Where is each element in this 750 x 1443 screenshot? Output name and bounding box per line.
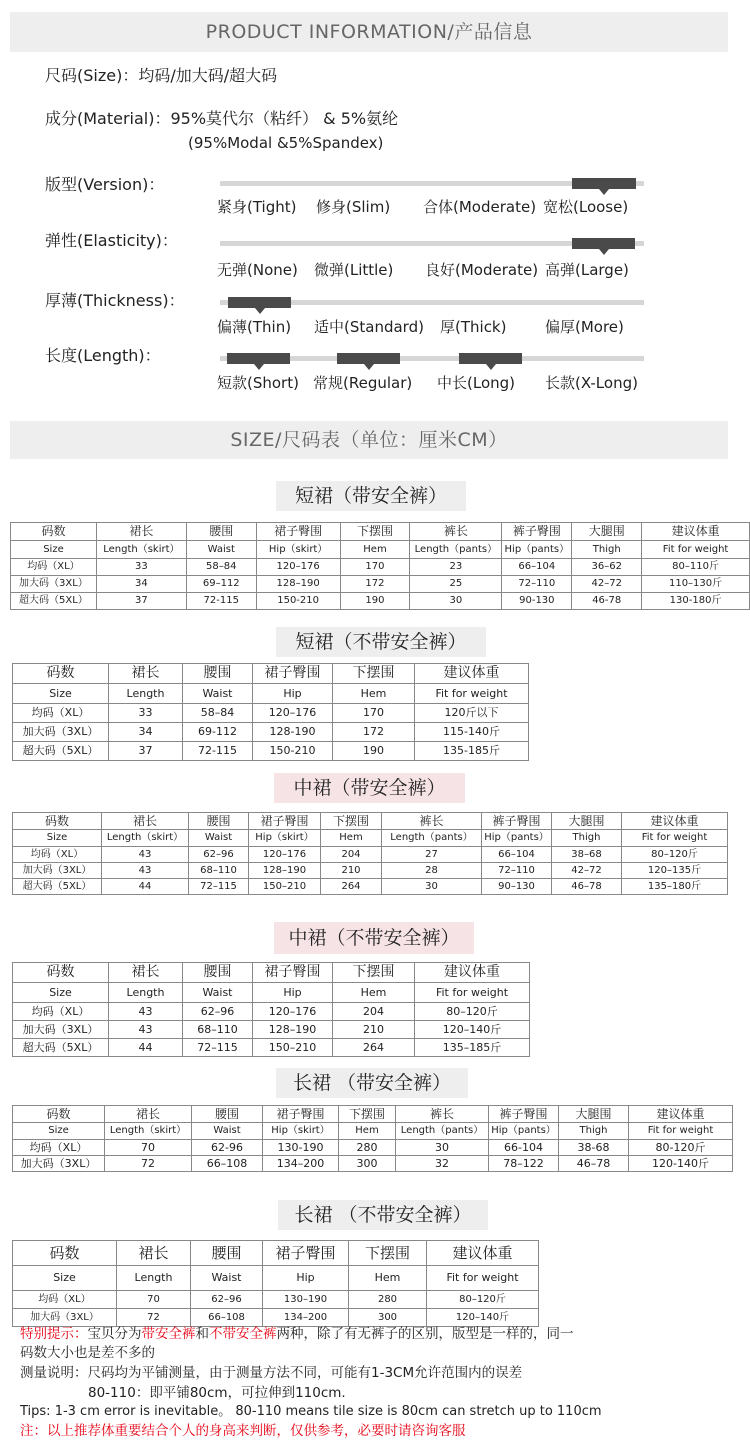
size-table — [12, 1240, 539, 1327]
scale-selected-marker — [572, 178, 636, 189]
table-cell: 超大码（5XL） — [11, 593, 97, 610]
table-cell: 280 — [349, 1291, 427, 1309]
size-info: 尺码(Size)：均码/加大码/超大码 — [45, 66, 278, 85]
table-header-row — [13, 983, 530, 1003]
table-cell: 172 — [340, 576, 410, 593]
table-cell: 码数 — [11, 523, 97, 541]
table-cell: Hip（skirt） — [249, 830, 321, 847]
table-cell: Hip — [253, 684, 333, 704]
special-tip-line2: 码数大小也是差不多的 — [20, 1345, 155, 1361]
table-cell: 33 — [96, 559, 186, 576]
table-header-row — [13, 1266, 539, 1291]
table-cell: 120–140斤 — [427, 1309, 539, 1327]
table-cell: 170 — [333, 704, 415, 723]
table-cell: 均码（XL） — [13, 1003, 109, 1021]
table-cell: 68–110 — [183, 1021, 253, 1039]
table-header-row — [11, 541, 750, 559]
scale-option: 常规(Regular) — [313, 374, 413, 392]
table-cell: Length — [117, 1266, 191, 1291]
special-tip-text-1: 宝贝分为 — [87, 1326, 142, 1342]
table-cell: 43 — [102, 863, 189, 879]
table-row — [13, 863, 728, 879]
table-cell: Waist — [186, 541, 256, 559]
table-cell: 62–96 — [191, 1291, 263, 1309]
table-cell: 超大码（5XL） — [13, 879, 102, 895]
table-cell: 72–115 — [189, 879, 249, 895]
table-row — [13, 1021, 530, 1039]
size-table-title: 中裙（不带安全裤） — [274, 922, 474, 954]
table-cell: Length — [109, 983, 183, 1003]
table-row — [13, 879, 728, 895]
table-cell: 超大码（5XL） — [13, 1039, 109, 1057]
scale-option: 紧身(Tight) — [217, 198, 297, 216]
table-cell: 43 — [109, 1021, 183, 1039]
table-cell: 134–200 — [263, 1156, 339, 1172]
table-cell: 130–190 — [263, 1291, 349, 1309]
table-cell: 码数 — [13, 664, 109, 684]
table-cell: 23 — [410, 559, 502, 576]
table-cell: 170 — [340, 559, 410, 576]
table-cell: 120斤以下 — [415, 704, 529, 723]
table-cell: 115-140斤 — [415, 723, 529, 742]
table-cell: Length — [109, 684, 183, 704]
size-table — [12, 1105, 733, 1172]
table-cell: 37 — [109, 742, 183, 761]
table-cell: 110–130斤 — [642, 576, 750, 593]
table-cell: 加大码（3XL） — [13, 863, 102, 879]
table-cell: Hem — [340, 541, 410, 559]
table-cell: 裤长 — [396, 1106, 489, 1123]
special-tip-text-2: 和 — [195, 1326, 209, 1342]
table-cell: 下摆围 — [339, 1106, 396, 1123]
size-table-title: 短裙（不带安全裤） — [276, 627, 486, 657]
scale-option: 无弹(None) — [217, 261, 298, 279]
product-info-header: PRODUCT INFORMATION/产品信息 — [10, 12, 728, 52]
scale-option: 中长(Long) — [437, 374, 516, 392]
table-cell: 190 — [340, 593, 410, 610]
table-cell: 38-68 — [559, 1140, 629, 1156]
scale-selected-marker — [228, 297, 291, 308]
table-cell: 78–122 — [489, 1156, 559, 1172]
table-cell: 66–104 — [502, 559, 572, 576]
table-cell: 加大码（3XL） — [13, 1309, 117, 1327]
table-cell: 80–120斤 — [415, 1003, 530, 1021]
material-info-en: (95%Modal &5%Spandex) — [188, 134, 384, 152]
table-cell: Hip（pants） — [489, 1123, 559, 1140]
table-cell: 裤子臀围 — [502, 523, 572, 541]
special-tip-red-1: 带安全裤 — [141, 1326, 196, 1342]
table-cell: 264 — [333, 1039, 415, 1057]
table-cell: Hem — [349, 1266, 427, 1291]
table-cell: 均码（XL） — [11, 559, 97, 576]
table-cell: 42–72 — [552, 863, 622, 879]
table-cell: 66–104 — [482, 847, 552, 863]
size-table — [12, 663, 529, 761]
table-cell: 裙长 — [102, 813, 189, 830]
table-cell: Hem — [321, 830, 382, 847]
table-cell: 下摆围 — [340, 523, 410, 541]
table-cell: 裤长 — [382, 813, 482, 830]
table-cell: Size — [13, 830, 102, 847]
table-cell: Length（pants） — [410, 541, 502, 559]
table-cell: 66–108 — [192, 1156, 263, 1172]
tips-en: Tips: 1-3 cm error is inevitable。 80-110 means tile size is 80cm can stretch up to 110cm — [20, 1404, 602, 1419]
size-table-title: 中裙（带安全裤） — [274, 773, 465, 803]
table-cell: 62-96 — [192, 1140, 263, 1156]
table-cell: Waist — [183, 684, 253, 704]
table-cell: 72–115 — [183, 1039, 253, 1057]
table-cell: 30 — [396, 1140, 489, 1156]
table-header-row — [13, 664, 529, 684]
table-cell: 300 — [339, 1156, 396, 1172]
scale-option: 微弹(Little) — [314, 261, 394, 279]
table-cell: Size — [11, 541, 97, 559]
table-cell: Fit for weight — [415, 983, 530, 1003]
scale-option: 短款(Short) — [217, 374, 299, 392]
table-cell: 均码（XL） — [13, 847, 102, 863]
table-cell: 210 — [333, 1021, 415, 1039]
table-header-row — [13, 1106, 733, 1123]
table-cell: 裙子臀围 — [253, 963, 333, 983]
table-cell: 150–210 — [253, 1039, 333, 1057]
table-cell: 44 — [102, 879, 189, 895]
table-cell: 128–190 — [249, 863, 321, 879]
table-cell: 128–190 — [256, 576, 340, 593]
table-cell: Hem — [339, 1123, 396, 1140]
table-cell: 下摆围 — [321, 813, 382, 830]
table-row — [11, 559, 750, 576]
size-table — [10, 522, 750, 610]
table-cell: 42–72 — [572, 576, 642, 593]
table-cell: Length（pants） — [382, 830, 482, 847]
table-cell: 34 — [109, 723, 183, 742]
table-cell: 裙子臀围 — [249, 813, 321, 830]
table-cell: Hip（pants） — [502, 541, 572, 559]
table-row — [11, 576, 750, 593]
size-table — [12, 962, 530, 1057]
table-cell: Hem — [333, 983, 415, 1003]
table-cell: 裙子臀围 — [253, 664, 333, 684]
table-cell: 裤长 — [410, 523, 502, 541]
table-cell: 280 — [339, 1140, 396, 1156]
table-cell: 34 — [96, 576, 186, 593]
table-cell: Length（skirt） — [102, 830, 189, 847]
table-cell: 90-130 — [502, 593, 572, 610]
scale-option: 长款(X-Long) — [545, 374, 638, 392]
table-cell: 46–78 — [559, 1156, 629, 1172]
special-tip-label: 特别提示： — [20, 1326, 88, 1342]
table-cell: 裙子臀围 — [263, 1106, 339, 1123]
table-cell: Length（skirt） — [105, 1123, 192, 1140]
table-cell: 135-185斤 — [415, 742, 529, 761]
size-table-title: 短裙（带安全裤） — [276, 481, 466, 511]
table-cell: 建议体重 — [622, 813, 728, 830]
table-cell: Size — [13, 684, 109, 704]
table-cell: 120–140斤 — [415, 1021, 530, 1039]
table-cell: 58–84 — [186, 559, 256, 576]
table-cell: 建议体重 — [415, 664, 529, 684]
table-cell: 裙长 — [109, 664, 183, 684]
table-cell: 90–130 — [482, 879, 552, 895]
table-cell: 裙长 — [96, 523, 186, 541]
table-cell: 建议体重 — [629, 1106, 733, 1123]
table-cell: 120–176 — [253, 704, 333, 723]
table-cell: Fit for weight — [629, 1123, 733, 1140]
table-cell: Hip（skirt） — [263, 1123, 339, 1140]
scale-selected-marker — [572, 238, 635, 249]
table-cell: Waist — [192, 1123, 263, 1140]
table-cell: 腰围 — [183, 664, 253, 684]
table-cell: 72-115 — [186, 593, 256, 610]
table-cell: 72–110 — [482, 863, 552, 879]
table-row — [13, 1003, 530, 1021]
table-cell: 80–110斤 — [642, 559, 750, 576]
table-cell: 120–176 — [256, 559, 340, 576]
table-cell: 建议体重 — [642, 523, 750, 541]
table-cell: 128–190 — [253, 1021, 333, 1039]
table-cell: 130-180斤 — [642, 593, 750, 610]
table-row — [13, 1291, 539, 1309]
table-cell: 69–112 — [186, 576, 256, 593]
size-table-title: 长裙 （带安全裤） — [276, 1068, 468, 1098]
table-cell: 38–68 — [552, 847, 622, 863]
table-row — [13, 723, 529, 742]
table-cell: 204 — [321, 847, 382, 863]
table-cell: 68–110 — [189, 863, 249, 879]
table-cell: 72 — [117, 1309, 191, 1327]
scale-option: 良好(Moderate) — [425, 261, 539, 279]
scale-label: 长度(Length)： — [45, 346, 161, 365]
table-cell: Fit for weight — [415, 684, 529, 704]
table-cell: 128-190 — [253, 723, 333, 742]
scale-selected-marker — [227, 353, 290, 364]
table-cell: 43 — [109, 1003, 183, 1021]
table-cell: Hem — [333, 684, 415, 704]
special-tip-red-2: 不带安全裤 — [209, 1326, 277, 1342]
table-cell: Thigh — [552, 830, 622, 847]
table-cell: 190 — [333, 742, 415, 761]
table-cell: 码数 — [13, 1106, 105, 1123]
table-cell: 加大码（3XL） — [11, 576, 97, 593]
size-chart-header: SIZE/尺码表（单位：厘米CM） — [10, 421, 728, 459]
scale-option: 宽松(Loose) — [543, 198, 629, 216]
table-row — [13, 1140, 733, 1156]
table-cell: 37 — [96, 593, 186, 610]
table-cell: Hip — [253, 983, 333, 1003]
table-cell: 120–135斤 — [622, 863, 728, 879]
table-cell: Thigh — [559, 1123, 629, 1140]
table-cell: 下摆围 — [349, 1241, 427, 1266]
table-cell: 均码（XL） — [13, 1291, 117, 1309]
table-cell: 裤子臀围 — [482, 813, 552, 830]
table-cell: 裙子臀围 — [256, 523, 340, 541]
table-row — [13, 1156, 733, 1172]
table-cell: 加大码（3XL） — [13, 1021, 109, 1039]
table-cell: Size — [13, 1123, 105, 1140]
table-row — [11, 593, 750, 610]
table-header-row — [13, 1123, 733, 1140]
table-cell: 均码（XL） — [13, 1140, 105, 1156]
table-cell: 80–120斤 — [427, 1291, 539, 1309]
table-cell: 300 — [349, 1309, 427, 1327]
table-cell: 腰围 — [191, 1241, 263, 1266]
table-cell: 大腿围 — [552, 813, 622, 830]
table-cell: 120-140斤 — [629, 1156, 733, 1172]
table-cell: 码数 — [13, 963, 109, 983]
table-cell: 下摆围 — [333, 664, 415, 684]
table-cell: 80-120斤 — [629, 1140, 733, 1156]
scale-selected-marker — [337, 353, 400, 364]
weight-note: 注：以上推荐体重要结合个人的身高来判断，仅供参考，必要时请咨询客服 — [20, 1423, 466, 1439]
table-cell: 腰围 — [186, 523, 256, 541]
table-cell: 裤子臀围 — [489, 1106, 559, 1123]
scale-option: 适中(Standard) — [314, 318, 424, 336]
table-cell: 264 — [321, 879, 382, 895]
table-cell: Waist — [183, 983, 253, 1003]
scale-option: 高弹(Large) — [545, 261, 629, 279]
table-header-row — [13, 830, 728, 847]
table-cell: 62–96 — [183, 1003, 253, 1021]
scale-option: 偏厚(More) — [545, 318, 624, 336]
table-cell: 裙长 — [117, 1241, 191, 1266]
table-cell: 30 — [410, 593, 502, 610]
table-cell: 150–210 — [249, 879, 321, 895]
scale-option: 合体(Moderate) — [423, 198, 537, 216]
table-cell: 超大码（5XL） — [13, 742, 109, 761]
table-header-row — [13, 963, 530, 983]
table-cell: 32 — [396, 1156, 489, 1172]
table-cell: 建议体重 — [427, 1241, 539, 1266]
table-cell: 下摆围 — [333, 963, 415, 983]
table-cell: 120–176 — [253, 1003, 333, 1021]
table-cell: 66–108 — [191, 1309, 263, 1327]
table-cell: 150-210 — [256, 593, 340, 610]
table-cell: 70 — [105, 1140, 192, 1156]
table-cell: 134–200 — [263, 1309, 349, 1327]
table-cell: 36–62 — [572, 559, 642, 576]
table-cell: 66-104 — [489, 1140, 559, 1156]
table-cell: Hip（pants） — [482, 830, 552, 847]
table-cell: 204 — [333, 1003, 415, 1021]
table-cell: Waist — [189, 830, 249, 847]
table-cell: Fit for weight — [642, 541, 750, 559]
table-cell: 62–96 — [189, 847, 249, 863]
table-cell: 均码（XL） — [13, 704, 109, 723]
material-info: 成分(Material)：95%莫代尔（粘纤） & 5%氨纶 — [45, 109, 399, 128]
table-cell: 210 — [321, 863, 382, 879]
table-row — [13, 742, 529, 761]
table-cell: Size — [13, 983, 109, 1003]
table-header-row — [13, 813, 728, 830]
table-cell: Hip（skirt） — [256, 541, 340, 559]
table-cell: Length（pants） — [396, 1123, 489, 1140]
table-cell: 72 — [105, 1156, 192, 1172]
table-cell: 70 — [117, 1291, 191, 1309]
table-cell: 80–120斤 — [622, 847, 728, 863]
scale-label: 弹性(Elasticity)： — [45, 231, 178, 250]
table-cell: 72–110 — [502, 576, 572, 593]
table-cell: Length（skirt） — [96, 541, 186, 559]
scale-option: 修身(Slim) — [316, 198, 391, 216]
table-cell: 135–185斤 — [415, 1039, 530, 1057]
table-cell: 28 — [382, 863, 482, 879]
table-cell: Hip — [263, 1266, 349, 1291]
special-tip-text-3: 两种，除了有无裤子的区别，版型是一样的，同一 — [276, 1326, 574, 1342]
table-cell: 25 — [410, 576, 502, 593]
table-cell: 裙长 — [109, 963, 183, 983]
scale-label: 版型(Version)： — [45, 175, 165, 194]
table-cell: Thigh — [572, 541, 642, 559]
table-cell: 120–176 — [249, 847, 321, 863]
table-cell: 裙长 — [105, 1106, 192, 1123]
table-cell: 43 — [102, 847, 189, 863]
table-cell: 150-210 — [253, 742, 333, 761]
table-cell: 69-112 — [183, 723, 253, 742]
scale-selected-marker — [459, 353, 522, 364]
table-cell: 44 — [109, 1039, 183, 1057]
table-cell: 腰围 — [192, 1106, 263, 1123]
scale-option: 厚(Thick) — [440, 318, 507, 336]
measure-note: 测量说明：尺码均为平铺测量，由于测量方法不同，可能有1-3CM允许范围内的误差 — [20, 1365, 523, 1381]
table-cell: 135–180斤 — [622, 879, 728, 895]
table-cell: 腰围 — [189, 813, 249, 830]
table-cell: 腰围 — [183, 963, 253, 983]
table-cell: 加大码（3XL） — [13, 723, 109, 742]
table-cell: 46–78 — [552, 879, 622, 895]
table-cell: Fit for weight — [622, 830, 728, 847]
table-cell: Size — [13, 1266, 117, 1291]
size-table — [12, 812, 728, 895]
size-table-title: 长裙 （不带安全裤） — [278, 1200, 488, 1230]
scale-option: 偏薄(Thin) — [217, 318, 292, 336]
table-row — [13, 847, 728, 863]
table-cell: 大腿围 — [572, 523, 642, 541]
special-tip — [20, 1322, 574, 1342]
table-cell: Fit for weight — [427, 1266, 539, 1291]
table-cell: 172 — [333, 723, 415, 742]
scale-label: 厚薄(Thickness)： — [45, 291, 185, 310]
table-cell: 建议体重 — [415, 963, 530, 983]
table-header-row — [13, 684, 529, 704]
table-cell: Waist — [191, 1266, 263, 1291]
table-cell: 72-115 — [183, 742, 253, 761]
measure-example: 80-110：即平铺80cm，可拉伸到110cm. — [88, 1385, 346, 1401]
table-cell: 裙子臀围 — [263, 1241, 349, 1266]
table-header-row — [11, 523, 750, 541]
table-cell: 码数 — [13, 813, 102, 830]
table-cell: 58–84 — [183, 704, 253, 723]
table-cell: 加大码（3XL） — [13, 1156, 105, 1172]
table-cell: 大腿围 — [559, 1106, 629, 1123]
table-row — [13, 1039, 530, 1057]
table-cell: 130-190 — [263, 1140, 339, 1156]
table-cell: 码数 — [13, 1241, 117, 1266]
table-cell: 27 — [382, 847, 482, 863]
table-row — [13, 704, 529, 723]
table-header-row — [13, 1241, 539, 1266]
table-cell: 30 — [382, 879, 482, 895]
table-cell: 46-78 — [572, 593, 642, 610]
table-cell: 33 — [109, 704, 183, 723]
